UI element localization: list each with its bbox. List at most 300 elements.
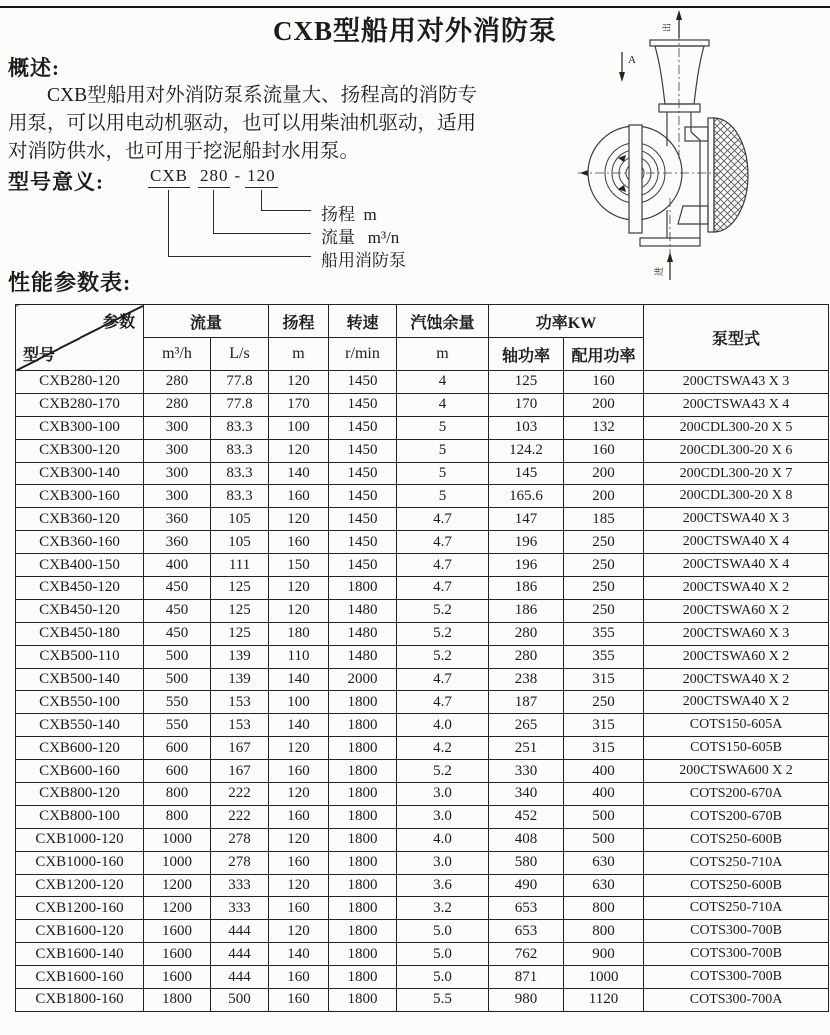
table-row [16, 416, 829, 439]
value-cell: 120 [269, 737, 329, 760]
model-cell: CXB300-100 [16, 416, 144, 439]
value-cell: 800 [144, 805, 211, 828]
value-cell: 1600 [144, 943, 211, 966]
pump-type-cell: 200CTSWA60 X 3 [644, 622, 829, 645]
pump-type-cell: 200CDL300-20 X 7 [644, 462, 829, 485]
value-cell: 5 [397, 485, 489, 508]
table-row [16, 897, 829, 920]
value-cell: 450 [144, 622, 211, 645]
table-row [16, 874, 829, 897]
value-cell: 160 [564, 371, 644, 394]
value-cell: 450 [144, 599, 211, 622]
value-cell: 800 [144, 783, 211, 806]
label-pump-type: 船用消防泵 [321, 251, 406, 270]
value-cell: 5.0 [397, 943, 489, 966]
value-cell: 238 [489, 668, 564, 691]
table-row [16, 805, 829, 828]
table-row [16, 783, 829, 806]
value-cell: 4.7 [397, 508, 489, 531]
value-cell: 105 [211, 508, 269, 531]
value-cell: 1200 [144, 874, 211, 897]
value-cell: 5.0 [397, 966, 489, 989]
value-cell: 5.2 [397, 622, 489, 645]
model-cell: CXB600-120 [16, 737, 144, 760]
value-cell: 153 [211, 691, 269, 714]
table-row [16, 485, 829, 508]
header-ls: L/s [211, 338, 269, 371]
model-cell: CXB450-120 [16, 599, 144, 622]
value-cell: 490 [489, 874, 564, 897]
value-cell: 1120 [564, 989, 644, 1012]
value-cell: 250 [564, 577, 644, 600]
value-cell: 5.2 [397, 645, 489, 668]
pump-type-cell: COTS300-700A [644, 989, 829, 1012]
table-row [16, 851, 829, 874]
value-cell: 1800 [329, 737, 397, 760]
overview-heading: 概述: [8, 56, 60, 80]
value-cell: 1450 [329, 531, 397, 554]
label-flow: 流量 m³/n [321, 228, 400, 247]
value-cell: 4.7 [397, 554, 489, 577]
value-cell: 315 [564, 668, 644, 691]
value-cell: 124.2 [489, 439, 564, 462]
model-cell: CXB600-160 [16, 760, 144, 783]
value-cell: 167 [211, 760, 269, 783]
value-cell: 1450 [329, 416, 397, 439]
model-meaning-diagram [8, 164, 574, 276]
value-cell: 4.7 [397, 577, 489, 600]
value-cell: 1600 [144, 966, 211, 989]
value-cell: 250 [564, 531, 644, 554]
value-cell: 980 [489, 989, 564, 1012]
value-cell: 251 [489, 737, 564, 760]
value-cell: 4 [397, 371, 489, 394]
value-cell: 400 [144, 554, 211, 577]
pump-technical-drawing [570, 0, 830, 292]
value-cell: 147 [489, 508, 564, 531]
value-cell: 280 [489, 645, 564, 668]
value-cell: 222 [211, 805, 269, 828]
performance-table [15, 304, 829, 1012]
value-cell: 300 [144, 439, 211, 462]
value-cell: 1450 [329, 508, 397, 531]
table-row [16, 508, 829, 531]
value-cell: 83.3 [211, 485, 269, 508]
value-cell: 153 [211, 714, 269, 737]
value-cell: 330 [489, 760, 564, 783]
value-cell: 4.7 [397, 668, 489, 691]
value-cell: 315 [564, 737, 644, 760]
corner-model-label: 型号 [23, 347, 56, 364]
header-head: 扬程 [269, 305, 329, 338]
value-cell: 550 [144, 714, 211, 737]
performance-table-heading: 性能参数表: [8, 270, 132, 295]
value-cell: 100 [269, 416, 329, 439]
value-cell: 83.3 [211, 416, 269, 439]
value-cell: 125 [211, 577, 269, 600]
header-shaft-power: 轴功率 [489, 338, 564, 371]
table-row [16, 828, 829, 851]
value-cell: 550 [144, 691, 211, 714]
table-row [16, 439, 829, 462]
table-row [16, 462, 829, 485]
header-pump-type: 泵型式 [644, 305, 829, 371]
corner-param-label: 参数 [102, 314, 135, 331]
value-cell: 1200 [144, 897, 211, 920]
pump-type-cell: 200CTSWA600 X 2 [644, 760, 829, 783]
value-cell: 1800 [329, 897, 397, 920]
value-cell: 110 [269, 645, 329, 668]
model-cell: CXB400-150 [16, 554, 144, 577]
model-cell: CXB1000-120 [16, 828, 144, 851]
value-cell: 4.0 [397, 828, 489, 851]
table-row [16, 714, 829, 737]
value-cell: 280 [144, 371, 211, 394]
value-cell: 120 [269, 828, 329, 851]
value-cell: 1450 [329, 485, 397, 508]
value-cell: 2000 [329, 668, 397, 691]
value-cell: 120 [269, 874, 329, 897]
table-row [16, 554, 829, 577]
value-cell: 1800 [329, 828, 397, 851]
model-cell: CXB280-120 [16, 371, 144, 394]
value-cell: 5 [397, 439, 489, 462]
value-cell: 444 [211, 943, 269, 966]
table-row [16, 393, 829, 416]
value-cell: 1800 [329, 851, 397, 874]
value-cell: 1450 [329, 393, 397, 416]
table-row [16, 989, 829, 1012]
value-cell: 400 [564, 760, 644, 783]
value-cell: 125 [211, 599, 269, 622]
value-cell: 408 [489, 828, 564, 851]
value-cell: 333 [211, 874, 269, 897]
value-cell: 340 [489, 783, 564, 806]
value-cell: 103 [489, 416, 564, 439]
model-code-flow: 280 [198, 166, 231, 188]
value-cell: 360 [144, 531, 211, 554]
pump-type-cell: COTS300-700B [644, 920, 829, 943]
pump-type-cell: 200CTSWA40 X 4 [644, 531, 829, 554]
value-cell: 1450 [329, 554, 397, 577]
corner-cell [16, 305, 144, 371]
value-cell: 1800 [329, 760, 397, 783]
value-cell: 444 [211, 920, 269, 943]
pump-type-cell: 200CDL300-20 X 5 [644, 416, 829, 439]
header-flow: 流量 [144, 305, 269, 338]
value-cell: 800 [564, 897, 644, 920]
table-row [16, 622, 829, 645]
value-cell: 3.2 [397, 897, 489, 920]
outlet-label: 出 [662, 22, 672, 32]
value-cell: 300 [144, 485, 211, 508]
value-cell: 185 [564, 508, 644, 531]
value-cell: 1480 [329, 622, 397, 645]
value-cell: 360 [144, 508, 211, 531]
value-cell: 1600 [144, 920, 211, 943]
value-cell: 145 [489, 462, 564, 485]
pump-type-cell: COTS250-600B [644, 828, 829, 851]
value-cell: 355 [564, 645, 644, 668]
value-cell: 120 [269, 371, 329, 394]
model-code-head: 120 [245, 166, 278, 188]
value-cell: 140 [269, 714, 329, 737]
value-cell: 1800 [329, 920, 397, 943]
value-cell: 1480 [329, 645, 397, 668]
pump-drawing-svg [570, 0, 830, 292]
value-cell: 111 [211, 554, 269, 577]
header-head-unit: m [269, 338, 329, 371]
value-cell: 653 [489, 897, 564, 920]
model-cell: CXB450-180 [16, 622, 144, 645]
value-cell: 1000 [564, 966, 644, 989]
section-a-label: A [628, 54, 636, 66]
value-cell: 83.3 [211, 439, 269, 462]
header-speed-unit: r/min [329, 338, 397, 371]
value-cell: 315 [564, 714, 644, 737]
value-cell: 5 [397, 416, 489, 439]
value-cell: 120 [269, 599, 329, 622]
value-cell: 120 [269, 920, 329, 943]
value-cell: 3.0 [397, 851, 489, 874]
model-cell: CXB800-100 [16, 805, 144, 828]
value-cell: 900 [564, 943, 644, 966]
overview-paragraph [8, 82, 570, 166]
label-head: 扬程 m [321, 205, 377, 224]
model-cell: CXB550-100 [16, 691, 144, 714]
value-cell: 762 [489, 943, 564, 966]
table-row [16, 577, 829, 600]
value-cell: 653 [489, 920, 564, 943]
value-cell: 1800 [329, 805, 397, 828]
model-cell: CXB280-170 [16, 393, 144, 416]
value-cell: 800 [564, 920, 644, 943]
pump-type-cell: COTS150-605B [644, 737, 829, 760]
value-cell: 280 [144, 393, 211, 416]
value-cell: 200 [564, 485, 644, 508]
value-cell: 280 [489, 622, 564, 645]
pump-type-cell: COTS250-710A [644, 897, 829, 920]
value-cell: 200 [564, 393, 644, 416]
model-cell: CXB1200-120 [16, 874, 144, 897]
value-cell: 1800 [329, 783, 397, 806]
value-cell: 3.0 [397, 805, 489, 828]
table-row [16, 668, 829, 691]
pump-type-cell: COTS200-670B [644, 805, 829, 828]
value-cell: 355 [564, 622, 644, 645]
header-power: 功率KW [489, 305, 644, 338]
value-cell: 1800 [329, 943, 397, 966]
value-cell: 132 [564, 416, 644, 439]
value-cell: 120 [269, 577, 329, 600]
value-cell: 452 [489, 805, 564, 828]
model-code-sep: - [234, 166, 242, 185]
value-cell: 278 [211, 828, 269, 851]
pump-type-cell: COTS150-605A [644, 714, 829, 737]
model-cell: CXB1200-160 [16, 897, 144, 920]
value-cell: 250 [564, 554, 644, 577]
pump-type-cell: 200CTSWA40 X 2 [644, 691, 829, 714]
value-cell: 160 [269, 760, 329, 783]
value-cell: 170 [269, 393, 329, 416]
value-cell: 278 [211, 851, 269, 874]
value-cell: 4.2 [397, 737, 489, 760]
value-cell: 77.8 [211, 371, 269, 394]
value-cell: 3.0 [397, 783, 489, 806]
header-rated-power: 配用功率 [564, 338, 644, 371]
value-cell: 187 [489, 691, 564, 714]
value-cell: 160 [269, 897, 329, 920]
value-cell: 265 [489, 714, 564, 737]
table-row [16, 737, 829, 760]
model-cell: CXB500-110 [16, 645, 144, 668]
value-cell: 100 [269, 691, 329, 714]
value-cell: 140 [269, 943, 329, 966]
header-npsh-unit: m [397, 338, 489, 371]
pump-type-cell: 200CTSWA43 X 4 [644, 393, 829, 416]
value-cell: 1800 [329, 874, 397, 897]
value-cell: 120 [269, 508, 329, 531]
value-cell: 125 [211, 622, 269, 645]
value-cell: 160 [269, 485, 329, 508]
value-cell: 140 [269, 668, 329, 691]
value-cell: 600 [144, 737, 211, 760]
value-cell: 630 [564, 851, 644, 874]
value-cell: 160 [269, 851, 329, 874]
value-cell: 1000 [144, 851, 211, 874]
overview-line: 对消防供水，也可用于挖泥船封水用泵。 [8, 141, 360, 162]
model-code-prefix: CXB [148, 166, 190, 188]
value-cell: 250 [564, 691, 644, 714]
value-cell: 139 [211, 668, 269, 691]
table-row [16, 599, 829, 622]
model-cell: CXB300-140 [16, 462, 144, 485]
value-cell: 150 [269, 554, 329, 577]
pump-type-cell: 200CTSWA40 X 3 [644, 508, 829, 531]
model-cell: CXB550-140 [16, 714, 144, 737]
table-row [16, 645, 829, 668]
value-cell: 196 [489, 531, 564, 554]
value-cell: 500 [564, 828, 644, 851]
value-cell: 1450 [329, 371, 397, 394]
value-cell: 167 [211, 737, 269, 760]
model-code [148, 166, 278, 188]
pump-type-cell: COTS250-600B [644, 874, 829, 897]
model-cell: CXB1600-160 [16, 966, 144, 989]
model-cell: CXB1000-160 [16, 851, 144, 874]
value-cell: 105 [211, 531, 269, 554]
value-cell: 140 [269, 462, 329, 485]
value-cell: 5.2 [397, 599, 489, 622]
value-cell: 160 [269, 989, 329, 1012]
value-cell: 450 [144, 577, 211, 600]
table-row [16, 371, 829, 394]
value-cell: 300 [144, 462, 211, 485]
value-cell: 444 [211, 966, 269, 989]
overview-line: CXB型船用对外消防泵系流量大、扬程高的消防专 [47, 85, 478, 106]
value-cell: 120 [269, 439, 329, 462]
model-cell: CXB300-160 [16, 485, 144, 508]
pump-type-cell: 200CTSWA60 X 2 [644, 645, 829, 668]
model-cell: CXB450-120 [16, 577, 144, 600]
value-cell: 160 [269, 966, 329, 989]
model-cell: CXB360-120 [16, 508, 144, 531]
value-cell: 5.2 [397, 760, 489, 783]
value-cell: 4.7 [397, 531, 489, 554]
model-cell: CXB1600-120 [16, 920, 144, 943]
value-cell: 5.0 [397, 920, 489, 943]
model-cell: CXB1800-160 [16, 989, 144, 1012]
table-row [16, 691, 829, 714]
value-cell: 500 [144, 668, 211, 691]
model-cell: CXB360-160 [16, 531, 144, 554]
value-cell: 4 [397, 393, 489, 416]
overview-line: 用泵，可以用电动机驱动，也可以用柴油机驱动，适用 [8, 113, 477, 134]
value-cell: 160 [269, 531, 329, 554]
pump-type-cell: COTS250-710A [644, 851, 829, 874]
value-cell: 170 [489, 393, 564, 416]
value-cell: 4.0 [397, 714, 489, 737]
model-cell: CXB300-120 [16, 439, 144, 462]
model-meaning-heading: 型号意义: [8, 170, 104, 194]
pump-type-cell: 200CTSWA43 X 3 [644, 371, 829, 394]
table-body [16, 371, 829, 1012]
header-m3h: m³/h [144, 338, 211, 371]
value-cell: 871 [489, 966, 564, 989]
model-cell: CXB800-120 [16, 783, 144, 806]
value-cell: 250 [564, 599, 644, 622]
value-cell: 125 [489, 371, 564, 394]
pump-type-cell: 200CDL300-20 X 8 [644, 485, 829, 508]
value-cell: 1800 [329, 691, 397, 714]
table-row [16, 943, 829, 966]
value-cell: 1800 [329, 966, 397, 989]
value-cell: 333 [211, 897, 269, 920]
model-cell: CXB500-140 [16, 668, 144, 691]
value-cell: 1450 [329, 462, 397, 485]
page-title: CXB型船用对外消防泵 [272, 16, 557, 46]
value-cell: 1000 [144, 828, 211, 851]
table-row [16, 920, 829, 943]
value-cell: 139 [211, 645, 269, 668]
value-cell: 1800 [329, 989, 397, 1012]
value-cell: 300 [144, 416, 211, 439]
pump-type-cell: 200CTSWA40 X 2 [644, 668, 829, 691]
value-cell: 4.7 [397, 691, 489, 714]
table-row [16, 531, 829, 554]
value-cell: 186 [489, 599, 564, 622]
value-cell: 600 [144, 760, 211, 783]
table-header [16, 305, 829, 371]
value-cell: 160 [269, 805, 329, 828]
value-cell: 196 [489, 554, 564, 577]
value-cell: 1800 [329, 577, 397, 600]
pump-type-cell: COTS300-700B [644, 966, 829, 989]
value-cell: 1450 [329, 439, 397, 462]
value-cell: 5 [397, 462, 489, 485]
header-speed: 转速 [329, 305, 397, 338]
table-row [16, 966, 829, 989]
value-cell: 1800 [144, 989, 211, 1012]
value-cell: 200 [564, 462, 644, 485]
table-row [16, 760, 829, 783]
pump-type-cell: 200CTSWA60 X 2 [644, 599, 829, 622]
value-cell: 186 [489, 577, 564, 600]
model-cell: CXB1600-140 [16, 943, 144, 966]
value-cell: 165.6 [489, 485, 564, 508]
value-cell: 630 [564, 874, 644, 897]
inlet-label: 进 [654, 266, 664, 276]
